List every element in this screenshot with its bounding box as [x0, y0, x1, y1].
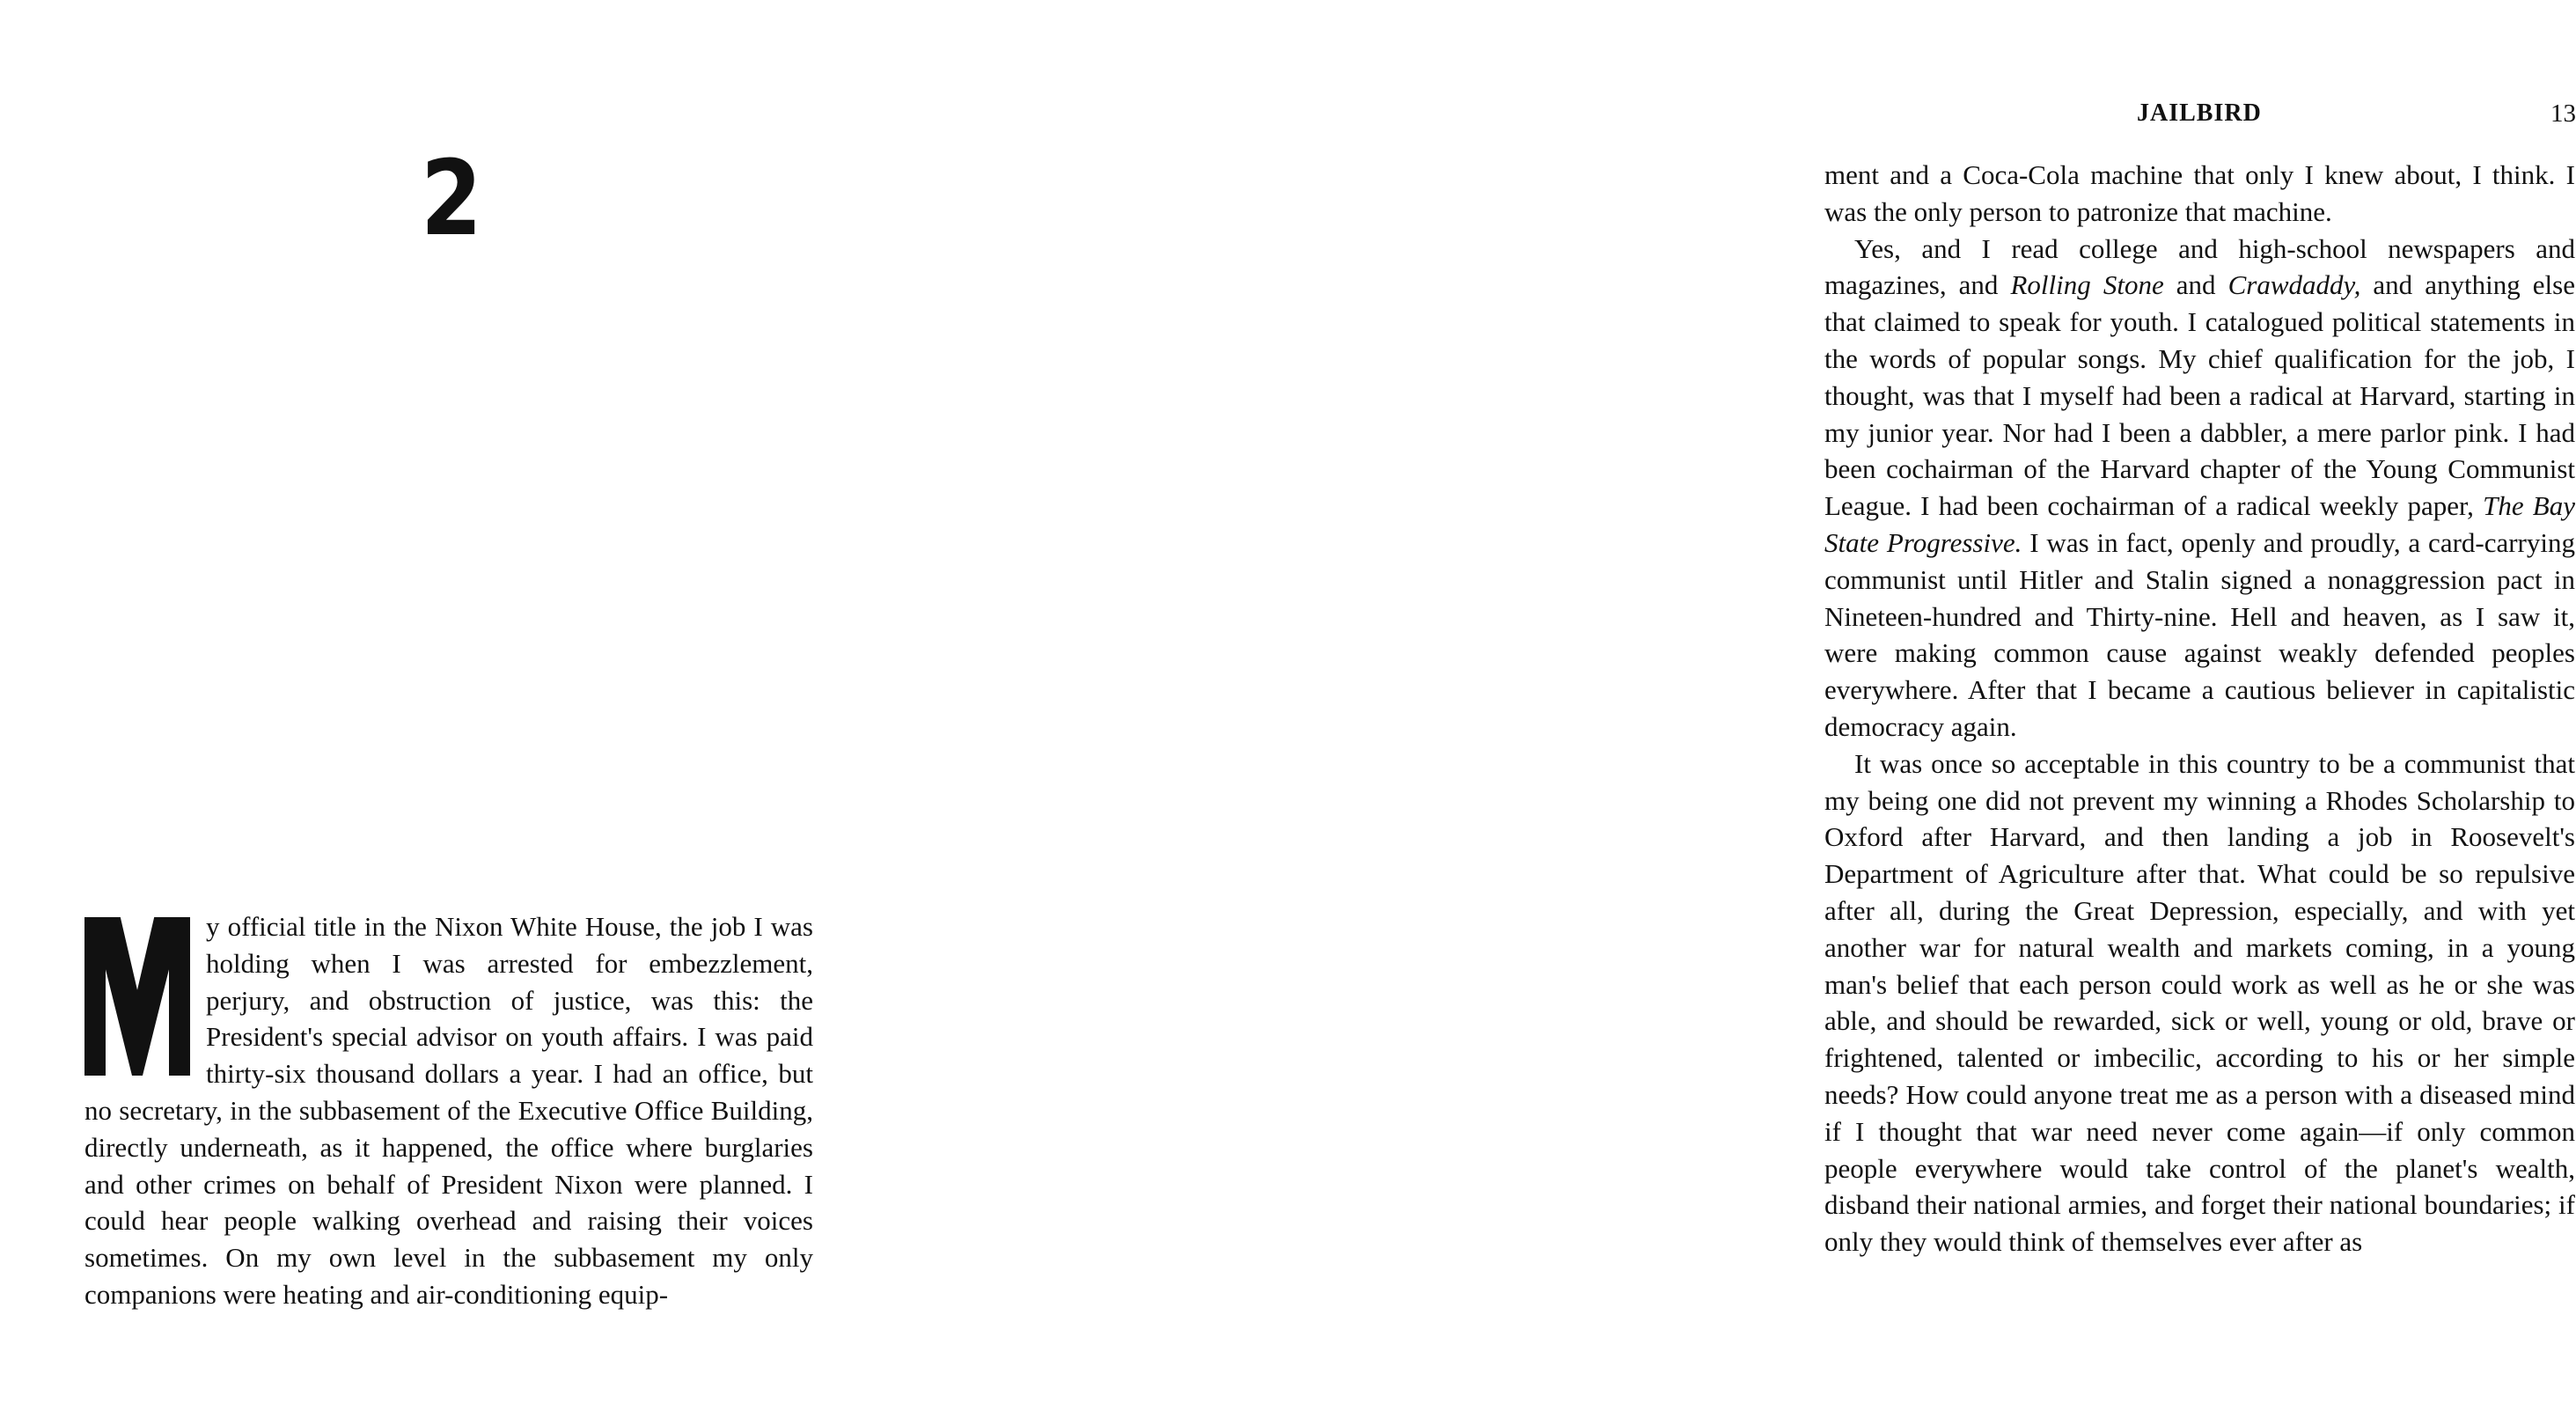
right-page: [880, 0, 2576, 1418]
paragraph-2-text: Yes, and I read college and high-school newspapers and magazines, and: [1824, 232, 2575, 301]
page-number: 13: [2550, 99, 2576, 128]
paragraph-3: It was once so acceptable in this country to be a communist that my being one did not prevent my winning a Rhodes Scholarship to Oxford after Harvard, and then landing a job in Roosevelt's Department of Agriculture after that. What could be so repulsive after all, during the Great Depression, especially, and with yet another war for natural wealth and markets coming, in a young man's belief that each person could work as well as he or she was able, and should be rewarded, sick or well, young or old, brave or frightened, talented or imbecilic, according to his or her simple needs? How could anyone treat me as a person with a diseased mind if I thought that war need never come again—if only common people everywhere would take control of the planet's wealth, disband their national armies, and forget their national boundaries; if only they would think of themselves ever after as: [1824, 747, 2575, 1258]
left-page: [0, 0, 880, 1418]
paragraph-2: [1824, 231, 2575, 746]
italic-title-rolling-stone: Rolling Stone: [2010, 269, 2164, 301]
paragraph-2-text: I was in fact, openly and proudly, a card-carrying communist until Hitler and Stalin signed a nonaggression pact in Nineteen-hundred and Thirty-nine. Hell and heaven, as I saw it, were making common cause against weakly defended peoples everywhere. After that I became a cautious believer in capitalistic democracy again.: [1824, 526, 2575, 742]
italic-title-crawdaddy: Crawdaddy,: [2227, 269, 2361, 301]
paragraph-2-text: and: [2163, 269, 2228, 301]
paragraph-1: ment and a Coca-Cola machine that only I knew about, I think. I was the only person to patronize that machine.: [1824, 159, 2575, 227]
paragraph-2-text: and anything else that claimed to speak for youth. I catalogued political statements in the words of popular songs. My chief qualification for the job, I thought, was that I myself had been a radical at Harvard, starting in my junior year. Nor had I been a dabbler, a mere parlor pink. I had been cochairman of the Harvard chapter of the Young Communist League. I had been cochairman of a radical weekly paper,: [1824, 269, 2575, 522]
right-page-body: [1824, 157, 2575, 1260]
chapter-opening: [84, 908, 813, 1313]
italic-title-bay-state-progressive: The Bay State Progressive.: [1824, 490, 2575, 558]
opening-paragraph: y official title in the Nixon White House, the job I was holding when I was arrested for embezzlement, perjury, and obstruction of justice, was this: the President's special advisor on youth affairs. I was paid thirty-six thousand dollars a year. I had an office, but no secretary, in the subbasement of the Executive Office Building, directly underneath, as it happened, the office where burglaries and other crimes on behalf of President Nixon were planned. I could hear people walking overhead and raising their voices sometimes. On my own level in the subbasement my only companions were heating and air-conditioning equip-: [84, 911, 813, 1310]
chapter-number: 2: [421, 137, 480, 259]
running-head: JAILBIRD: [2137, 99, 2262, 127]
